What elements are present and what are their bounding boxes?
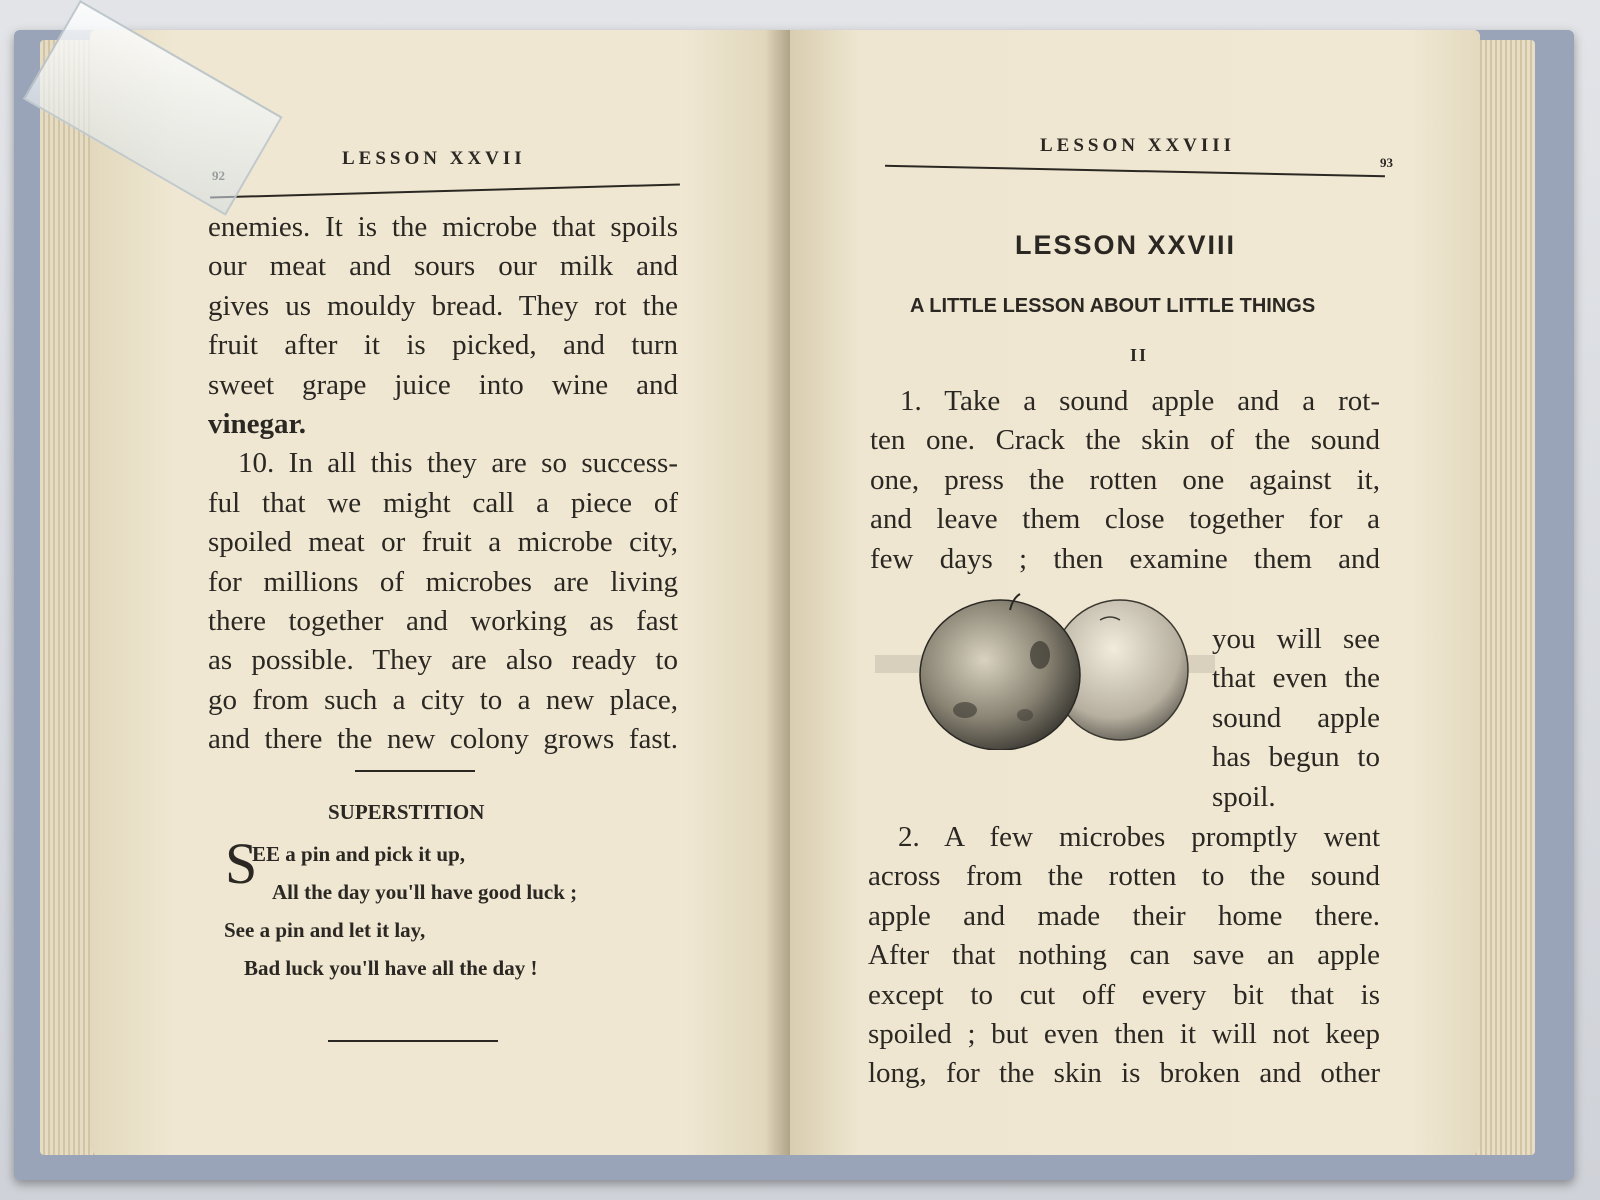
text-line: go from such a city to a new place, <box>208 683 678 716</box>
lesson-subtitle: A LITTLE LESSON ABOUT LITTLE THINGS <box>910 295 1316 317</box>
poem <box>224 835 672 987</box>
text-line: long, for the skin is broken and other <box>868 1057 1380 1090</box>
text-line: that even the <box>1212 662 1380 695</box>
text-line: there together and working as fast <box>208 605 678 638</box>
text-line: spoiled meat or fruit a microbe city, <box>208 526 678 559</box>
right-body-text <box>870 382 1380 579</box>
poem-line: EE a pin and pick it up, <box>252 842 466 866</box>
text-line: one, press the rotten one against it, <box>870 463 1380 496</box>
text-line: 2. A few microbes promptly went <box>898 821 1380 853</box>
text-line: ful that we might call a piece of <box>208 486 678 519</box>
wrapped-text <box>1212 620 1380 817</box>
text-line: vinegar. <box>208 408 307 441</box>
text-line: 10. In all this they are so success- <box>238 447 678 480</box>
closing-ornament <box>328 1040 498 1042</box>
text-line: except to cut off every bit that is <box>868 978 1380 1011</box>
text-line: fruit after it is picked, and turn <box>208 329 678 362</box>
poem-line: Bad luck you'll have all the day ! <box>244 956 538 980</box>
left-page <box>90 30 790 1155</box>
lesson-title: LESSON XXVIII <box>1015 230 1237 260</box>
left-running-head: LESSON XXVII <box>342 148 526 169</box>
text-line: spoil. <box>1212 780 1276 813</box>
right-body-text-2 <box>868 818 1380 1094</box>
left-header-rule <box>210 183 680 198</box>
right-header-rule <box>885 165 1385 177</box>
text-line: sweet grape juice into wine and <box>208 368 678 401</box>
text-line: ten one. Crack the skin of the sound <box>870 424 1380 457</box>
text-line: gives us mouldy bread. They rot the <box>208 289 678 322</box>
right-page-number: 93 <box>1380 155 1393 170</box>
poem-line: All the day you'll have good luck ; <box>272 880 578 904</box>
text-line: After that nothing can save an apple <box>868 939 1380 972</box>
text-line: has begun to <box>1212 741 1380 774</box>
text-line: and there the new colony grows fast. <box>208 723 678 756</box>
poem-title: SUPERSTITION <box>328 800 485 824</box>
text-line: spoiled ; but even then it will not keep <box>868 1018 1380 1051</box>
poem-line: See a pin and let it lay, <box>224 918 426 942</box>
right-page <box>790 30 1480 1155</box>
text-line: 1. Take a sound apple and a rot- <box>900 385 1380 417</box>
text-line: you will see <box>1212 623 1380 655</box>
text-line: enemies. It is the microbe that spoils <box>208 211 678 243</box>
text-line: and leave them close together for a <box>870 503 1380 536</box>
section-divider <box>355 770 475 772</box>
text-line: our meat and sours our milk and <box>208 250 678 283</box>
text-line: as possible. They are also ready to <box>208 644 678 677</box>
text-line: for millions of microbes are living <box>208 565 678 598</box>
text-line: few days ; then examine them and <box>870 542 1380 575</box>
poem-dropcap: S <box>225 831 258 896</box>
text-line: sound apple <box>1212 701 1380 734</box>
section-number: II <box>1130 345 1149 365</box>
text-line: apple and made their home there. <box>868 899 1380 932</box>
text-line: across from the rotten to the sound <box>868 860 1380 893</box>
right-running-head: LESSON XXVIII <box>1040 135 1236 156</box>
apples-illustration <box>875 590 1215 750</box>
left-body-text <box>208 208 678 760</box>
